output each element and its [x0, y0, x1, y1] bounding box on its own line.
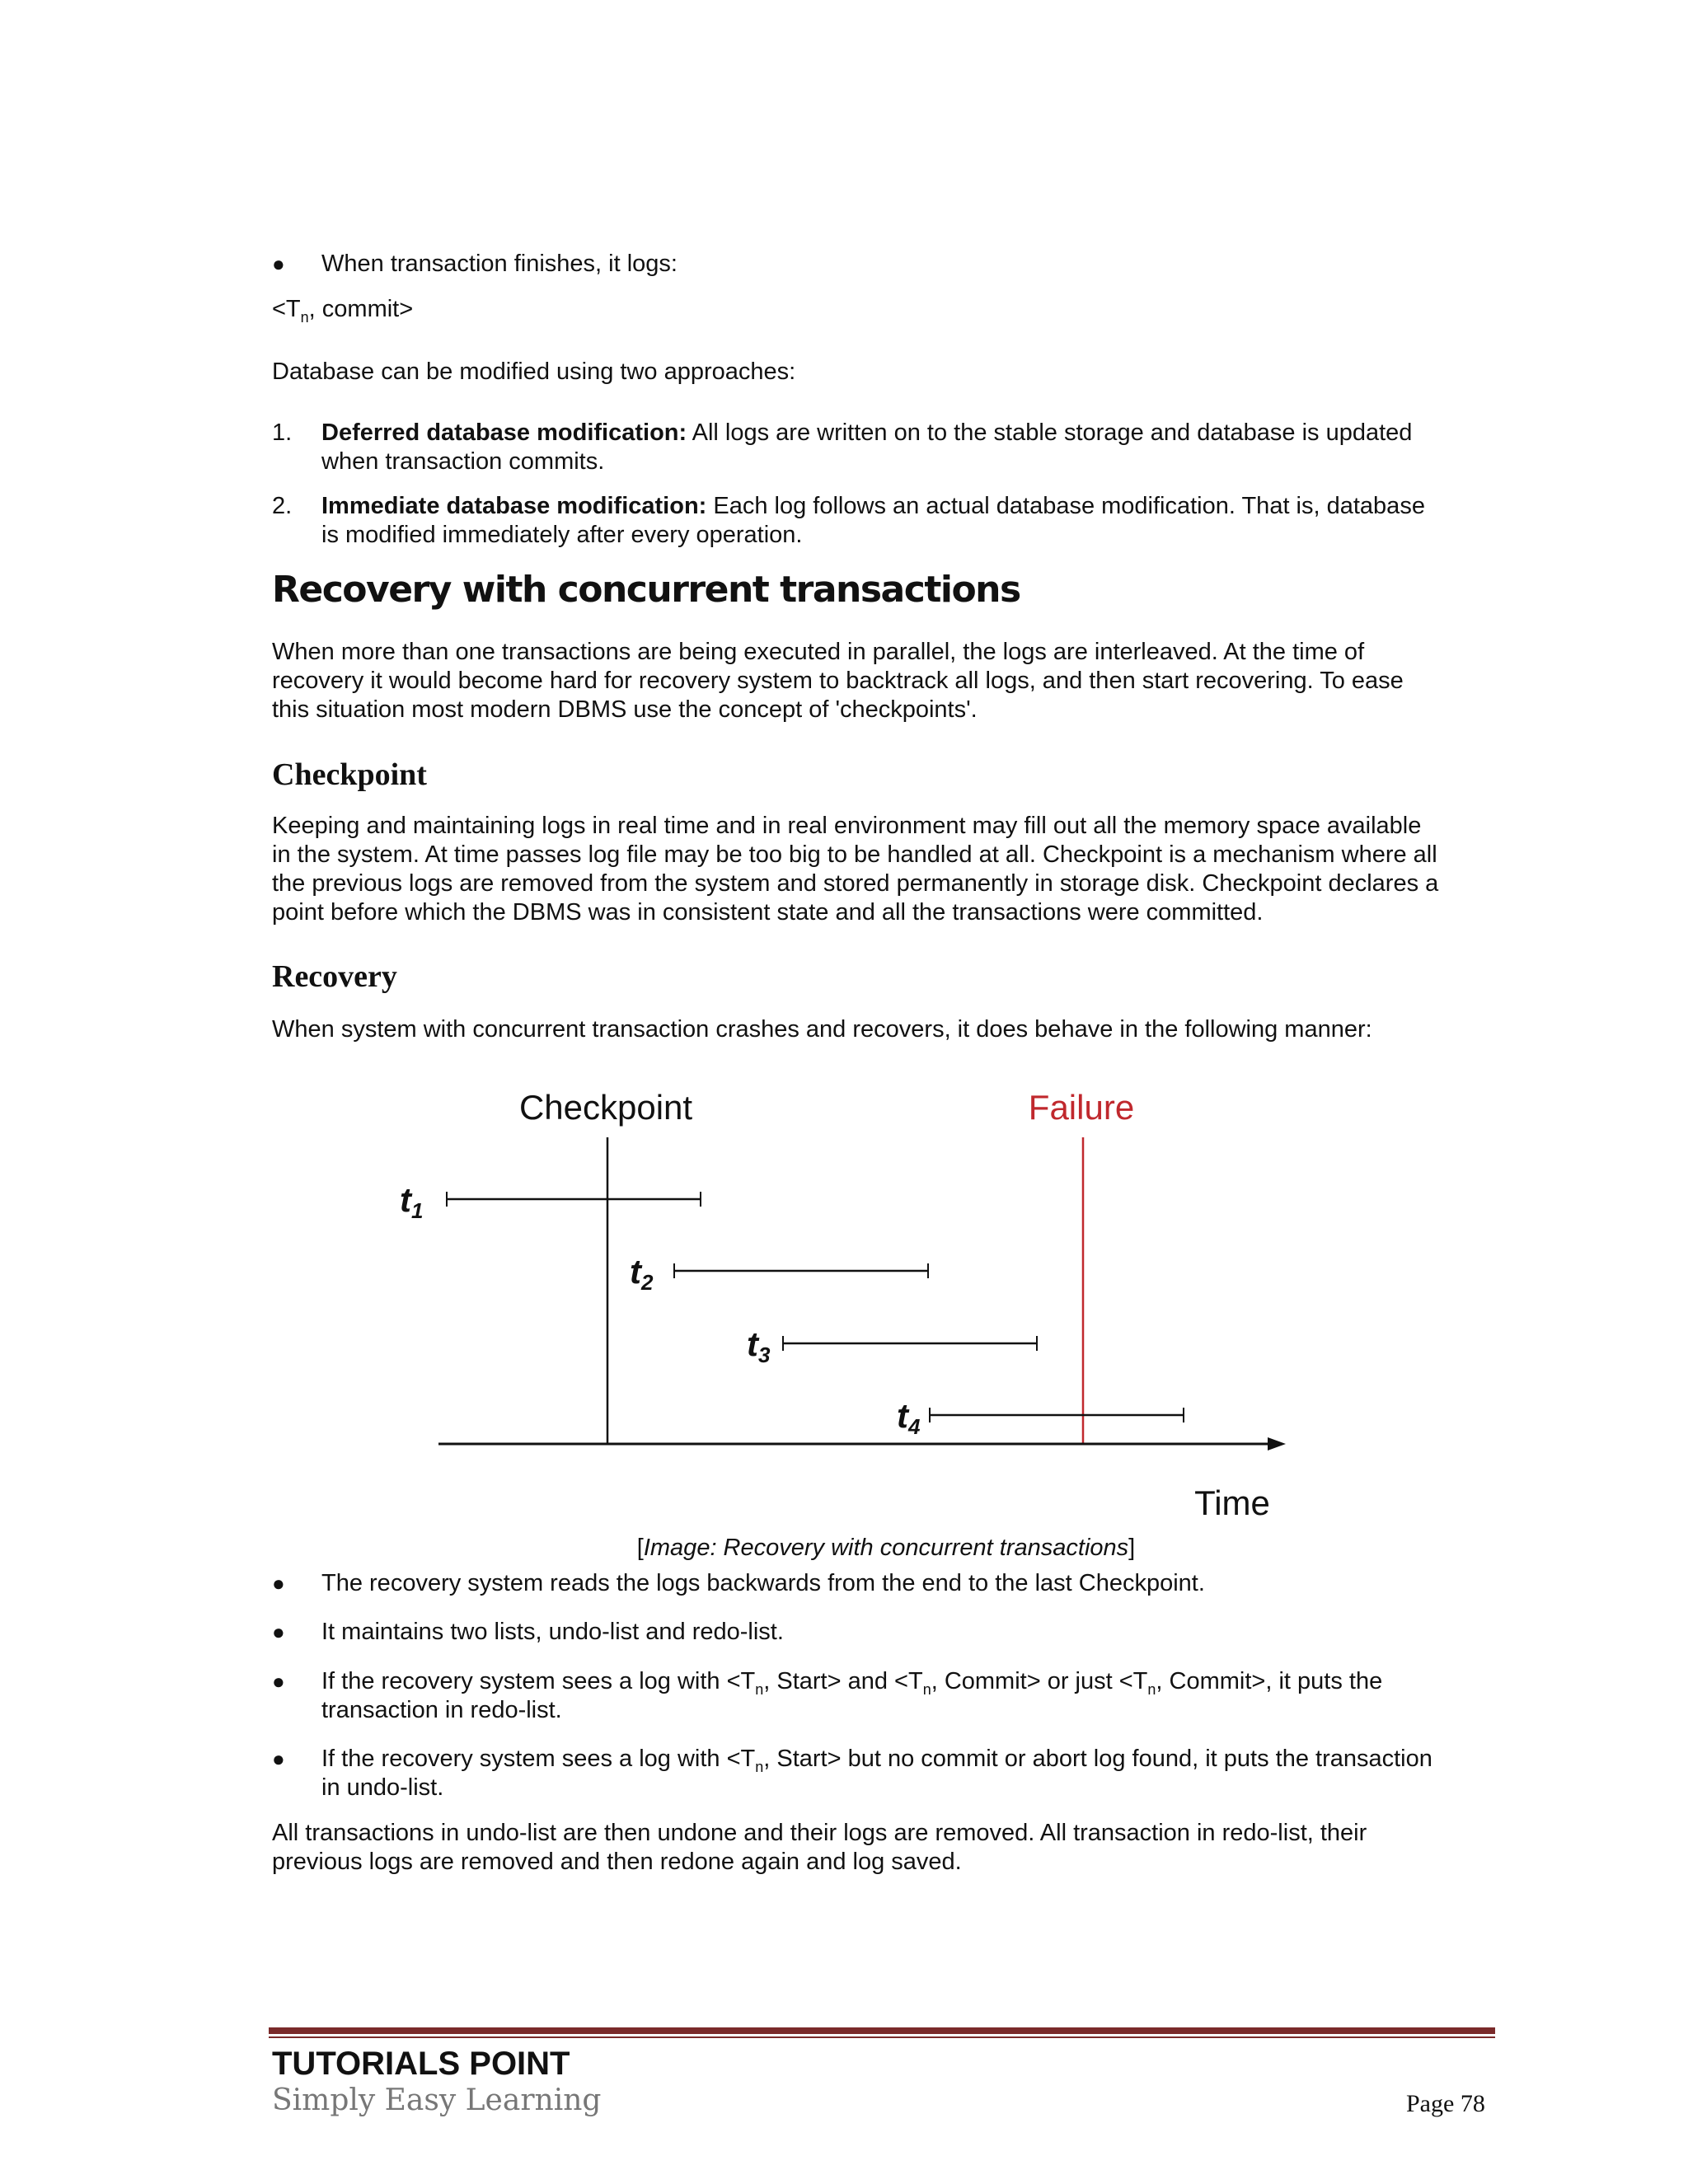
commit-log-suffix: , commit>	[308, 296, 414, 322]
section-para-line: this situation most modern DBMS use the concept of 'checkpoints'.	[272, 696, 978, 723]
section-title: Recovery with concurrent transactions	[272, 569, 1020, 611]
approach-1-title: Deferred database modification:	[321, 419, 687, 446]
checkpoint-para-line: in the system. At time passes log file may be too big to be handled at all. Checkpoint is a mechanism where all	[272, 841, 1437, 868]
checkpoint-para-line: Keeping and maintaining logs in real time and in real environment may fill out all the memory space available	[272, 813, 1422, 839]
diagram-failure-label: Failure	[1028, 1088, 1135, 1127]
transaction-t4-label: t4	[897, 1396, 921, 1439]
commit-log-sub: n	[300, 308, 309, 326]
transaction-t2-label: t2	[630, 1252, 654, 1295]
transaction-t3-label: t3	[747, 1324, 771, 1367]
approach-2-num: 2.	[272, 493, 293, 519]
bullet-dot: ●	[272, 251, 285, 276]
step-1: The recovery system reads the logs backwards from the end to the last Checkpoint.	[321, 1570, 1205, 1596]
approach-2-line1: Each log follows an actual database modification. That is, database	[706, 493, 1425, 519]
checkpoint-heading: Checkpoint	[272, 757, 427, 792]
footer-rule	[269, 2027, 1495, 2034]
bullet-dot: ●	[272, 1571, 285, 1596]
approach-1-line1: All logs are written on to the stable storage and database is updated	[687, 419, 1413, 446]
closing-line: previous logs are removed and then redone again and log saved.	[272, 1849, 962, 1875]
step-2: It maintains two lists, undo-list and redo-list.	[321, 1619, 784, 1645]
footer-brand: TUTORIALS POINT	[272, 2046, 570, 2082]
time-axis-arrowhead	[1268, 1437, 1286, 1451]
caption-close: ]	[1128, 1535, 1136, 1561]
footer-tagline: Simply Easy Learning	[272, 2083, 602, 2117]
approach-1-num: 1.	[272, 419, 293, 446]
closing-line: All transactions in undo-list are then undone and their logs are removed. All transaction in redo-list, their	[272, 1820, 1367, 1846]
closing-paragraph	[272, 1819, 1367, 1877]
approach-2-title: Immediate database modification:	[321, 493, 707, 519]
approaches-intro: Database can be modified using two approaches:	[272, 359, 796, 385]
step-3: If the recovery system sees a log with $<T_n$, Start> and $<T_n$, Commit> or just $<T_n$, Commit>, it puts the transaction in redo-list.	[321, 1668, 1383, 1723]
checkpoint-para-line: point before which the DBMS was in consistent state and all the transactions were committed.	[272, 899, 1264, 926]
page-number: Page 78	[1406, 2090, 1485, 2117]
bullet-dot: ●	[272, 1669, 285, 1694]
approach-1-line2: when transaction commits.	[321, 448, 605, 475]
diagram-checkpoint-label: Checkpoint	[518, 1088, 693, 1127]
commit-log-prefix: <T	[272, 296, 301, 322]
recovery-heading: Recovery	[272, 959, 397, 994]
section-para-line: When more than one transactions are being executed in parallel, the logs are interleaved. At the time of	[272, 639, 1365, 665]
step-4: If the recovery system sees a log with $<T_n$, Start> but no commit or abort log found, it puts the transaction in undo-list.	[321, 1746, 1432, 1801]
diagram-time-label: Time	[1194, 1483, 1270, 1522]
bullet-finish: When transaction finishes, it logs:	[321, 251, 678, 277]
approach-2-line2: is modified immediately after every operation.	[321, 522, 803, 548]
caption-text: Image: Recovery with concurrent transactions	[643, 1535, 1129, 1561]
transaction-t1-label: t1	[400, 1180, 424, 1223]
footer-rule-thin	[269, 2036, 1495, 2038]
recovery-intro: When system with concurrent transaction crashes and recovers, it does behave in the following manner:	[272, 1016, 1372, 1043]
section-para-line: recovery it would become hard for recovery system to backtrack all logs, and then start recovering. To ease	[272, 668, 1404, 694]
bullet-dot: ●	[272, 1746, 285, 1771]
bullet-dot: ●	[272, 1619, 285, 1644]
caption-open: [	[636, 1535, 644, 1561]
diagram-caption	[0, 1535, 1688, 1562]
checkpoint-para-line: the previous logs are removed from the system and stored permanently in storage disk. Checkpoint declares a	[272, 870, 1439, 897]
